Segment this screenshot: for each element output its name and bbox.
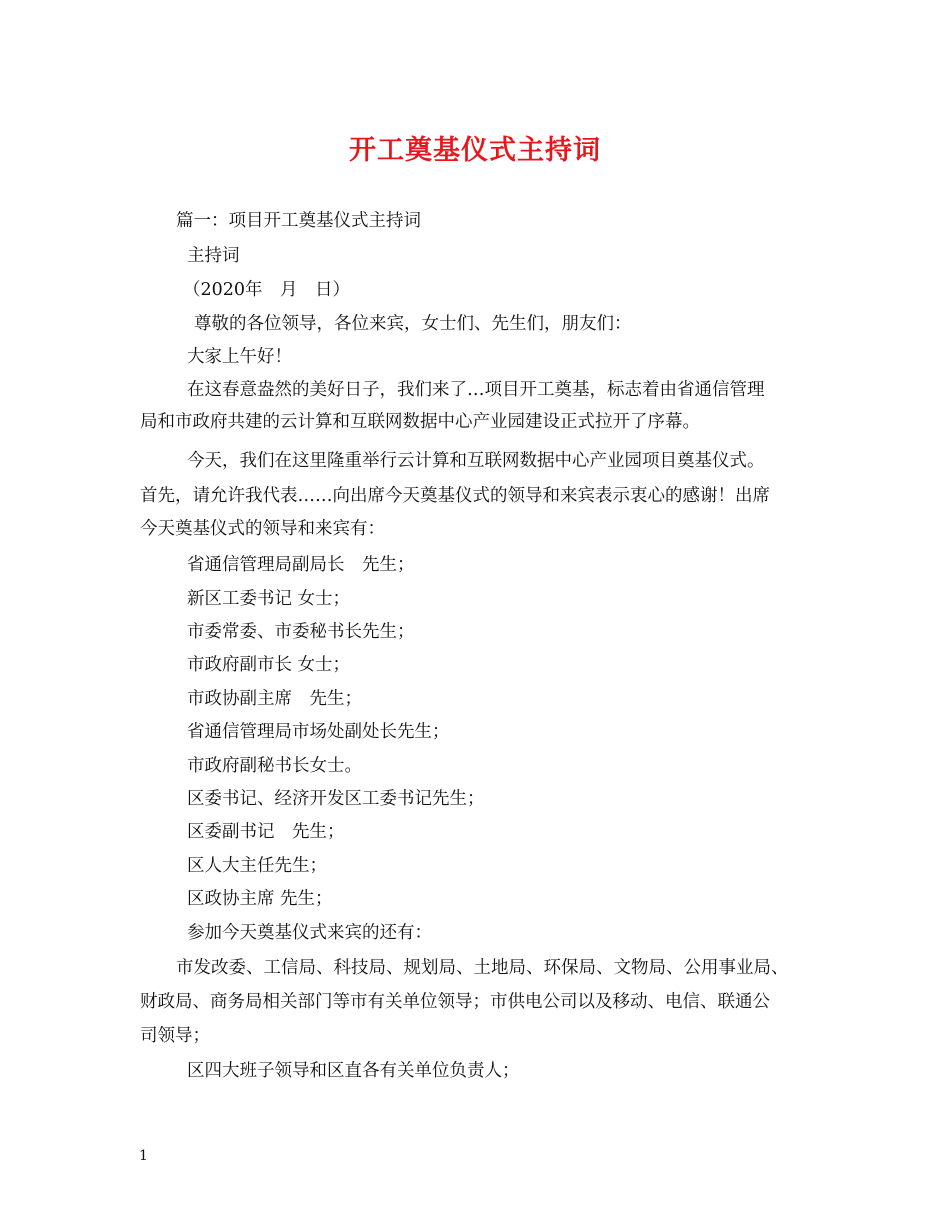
page-number: 1 [139,1148,148,1164]
text-line: 市政府副市长 女士； [187,655,351,675]
text-line: 局和市政府共建的云计算和互联网数据中心产业园建设正式拉开了序幕。 [140,412,700,432]
text-line: 今天奠基仪式的领导和来宾有： [140,519,385,539]
text-line: 在这春意盎然的美好日子，我们来了…项目开工奠基，标志着由省通信管理 [187,380,765,400]
text-line: 尊敬的各位领导，各位来宾，女士们、先生们，朋友们： [194,314,632,334]
text-line: 参加今天奠基仪式来宾的还有： [187,923,432,943]
text-line: 司领导； [140,1026,210,1046]
text-line: 区委书记、经济开发区工委书记先生； [187,789,485,809]
text-line: 首先，请允许我代表……向出席今天奠基仪式的领导和来宾表示衷心的感谢！出席 [140,486,770,506]
text-line: 篇一：项目开工奠基仪式主持词 [176,211,421,231]
text-line: 市发改委、工信局、科技局、规划局、土地局、环保局、文物局、公用事业局、 [176,958,789,978]
text-line: 大家上午好！ [187,347,292,367]
text-line: 区委副书记 先生； [187,822,345,842]
text-line: 今天，我们在这里隆重举行云计算和互联网数据中心产业园项目奠基仪式。 [187,451,765,471]
text-line: （2020年 月 日） [183,280,351,300]
document-title: 开工奠基仪式主持词 [349,135,601,166]
text-line: 区人大主任先生； [187,856,327,876]
text-line: 新区工委书记 女士； [187,589,351,609]
text-line: 市政协副主席 先生； [187,689,362,709]
text-line: 区四大班子领导和区直各有关单位负责人； [187,1061,520,1081]
text-line: 市政府副秘书长女士。 [187,756,362,776]
text-line: 省通信管理局副局长 先生； [187,555,415,575]
text-line: 省通信管理局市场处副处长先生； [187,722,450,742]
text-line: 主持词 [187,246,240,266]
text-line: 财政局、商务局相关部门等市有关单位领导；市供电公司以及移动、电信、联通公 [140,992,770,1012]
text-line: 区政协主席 先生； [187,889,333,909]
text-line: 市委常委、市委秘书长先生； [187,622,415,642]
